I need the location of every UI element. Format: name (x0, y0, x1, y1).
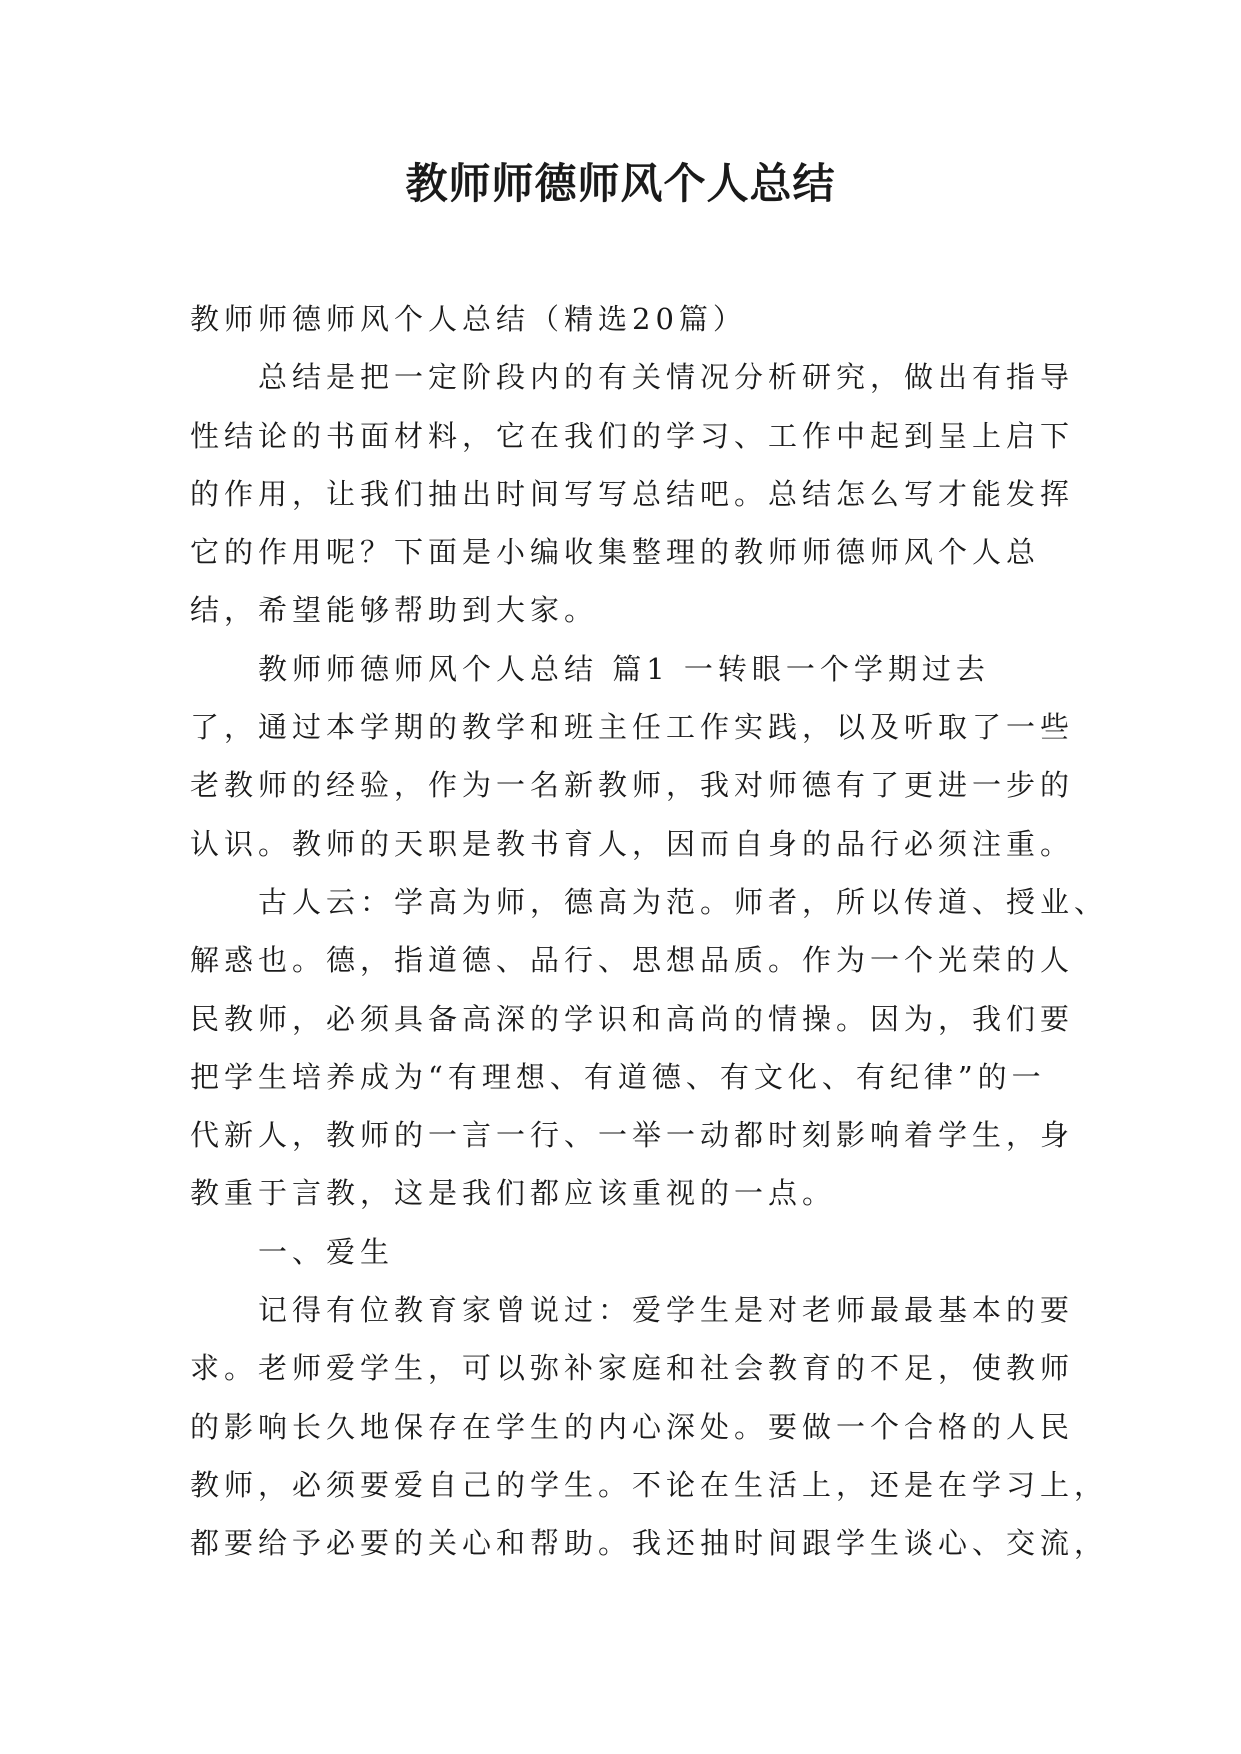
text-line: 认识。教师的天职是教书育人，因而自身的品行必须注重。 (190, 826, 1075, 861)
text-line: 的影响长久地保存在学生的内心深处。要做一个合格的人民 (190, 1409, 1075, 1444)
text-line: 它的作用呢？下面是小编收集整理的教师师德师风个人总 (190, 535, 1041, 570)
text-line: 代新人，教师的一言一行、一举一动都时刻影响着学生，身 (190, 1118, 1075, 1153)
text-line: 总结是把一定阶段内的有关情况分析研究，做出有指导 (258, 360, 1075, 395)
text-line: 一、爱生 (258, 1234, 395, 1269)
text-line: 教师师德师风个人总结（精选20篇） (190, 302, 747, 336)
text-line: 求。老师爱学生，可以弥补家庭和社会教育的不足，使教师 (190, 1351, 1075, 1386)
text-line: 教师师德师风个人总结 篇1 一转眼一个学期过去 (258, 651, 990, 686)
text-line: 记得有位教育家曾说过：爱学生是对老师最最基本的要 (258, 1293, 1075, 1328)
document-title: 教师师德师风个人总结 (405, 159, 836, 208)
text-line: 性结论的书面材料，它在我们的学习、工作中起到呈上启下 (190, 418, 1075, 453)
text-line: 都要给予必要的关心和帮助。我还抽时间跟学生谈心、交流， (190, 1526, 1109, 1561)
text-line: 民教师，必须具备高深的学识和高尚的情操。因为，我们要 (190, 1001, 1075, 1036)
text-line: 的作用，让我们抽出时间写写总结吧。总结怎么写才能发挥 (190, 476, 1075, 511)
text-line: 古人云：学高为师，德高为范。师者，所以传道、授业、 (258, 884, 1109, 919)
text-line: 老教师的经验，作为一名新教师，我对师德有了更进一步的 (190, 768, 1075, 803)
text-line: 把学生培养成为“有理想、有道德、有文化、有纪律”的一 (190, 1059, 1046, 1094)
document-body (190, 290, 1109, 1573)
text-line: 教师，必须要爱自己的学生。不论在生活上，还是在学习上， (190, 1467, 1109, 1502)
text-line: 结，希望能够帮助到大家。 (190, 593, 599, 628)
text-line: 了，通过本学期的教学和班主任工作实践，以及听取了一些 (190, 710, 1075, 745)
text-line: 教重于言教，这是我们都应该重视的一点。 (190, 1176, 837, 1211)
text-line: 解惑也。德，指道德、品行、思想品质。作为一个光荣的人 (190, 943, 1075, 978)
